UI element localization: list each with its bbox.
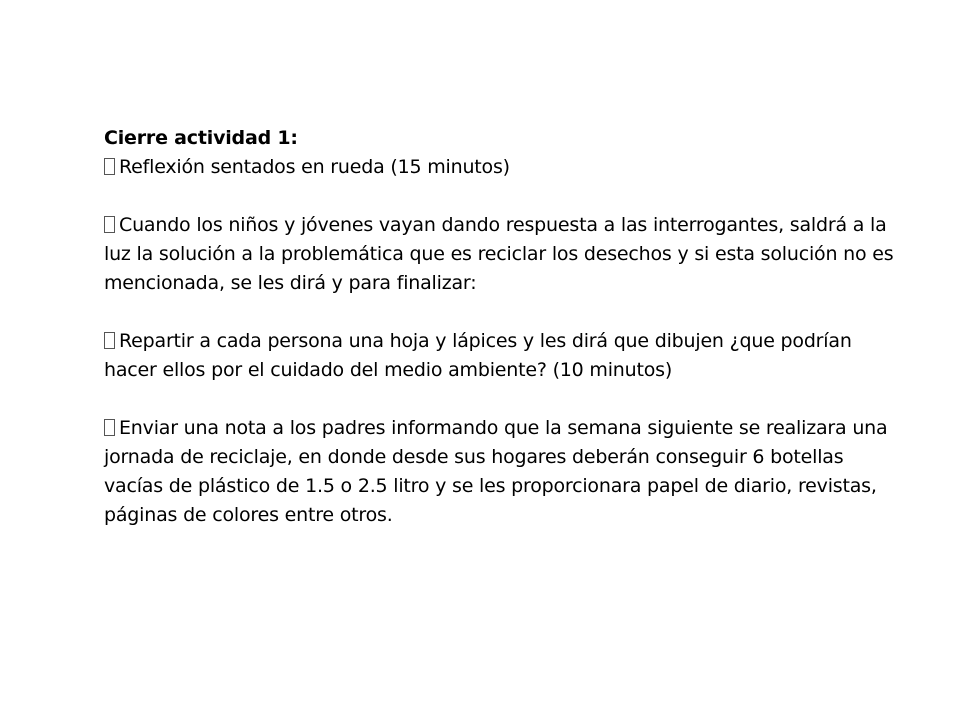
missing-glyph-bullet-icon [104,419,115,436]
paragraph-text: Cuando los niños y jóvenes vayan dando respuesta a las interrogantes, saldrá a la luz la solución a la problemática que es reciclar los desechos y si esta solución no es mencionada, se les dirá y para finalizar: [104,214,894,294]
paragraph-cuando [104,211,894,298]
paragraph-text: Reflexión sentados en rueda (15 minutos) [119,156,510,178]
slide-content [104,124,894,530]
missing-glyph-bullet-icon [104,158,115,175]
slide-title: Cierre actividad 1: [104,127,298,149]
spacer [104,182,894,211]
missing-glyph-bullet-icon [104,332,115,349]
paragraph-repartir [104,327,894,385]
paragraph-text: Enviar una nota a los padres informando que la semana siguiente se realizara una jornada de reciclaje, en donde desde sus hogares deberán conseguir 6 botellas vacías de plástico de 1.5 o 2.5 litro y se les proporcionara papel de diario, revistas, páginas de colores entre otros. [104,417,888,526]
paragraph-enviar [104,414,894,530]
paragraph-reflexion [104,153,894,182]
spacer [104,385,894,414]
spacer [104,298,894,327]
paragraph-text: Repartir a cada persona una hoja y lápices y les dirá que dibujen ¿que podrían hacer ellos por el cuidado del medio ambiente? (10 minutos) [104,330,852,381]
missing-glyph-bullet-icon [104,216,115,233]
